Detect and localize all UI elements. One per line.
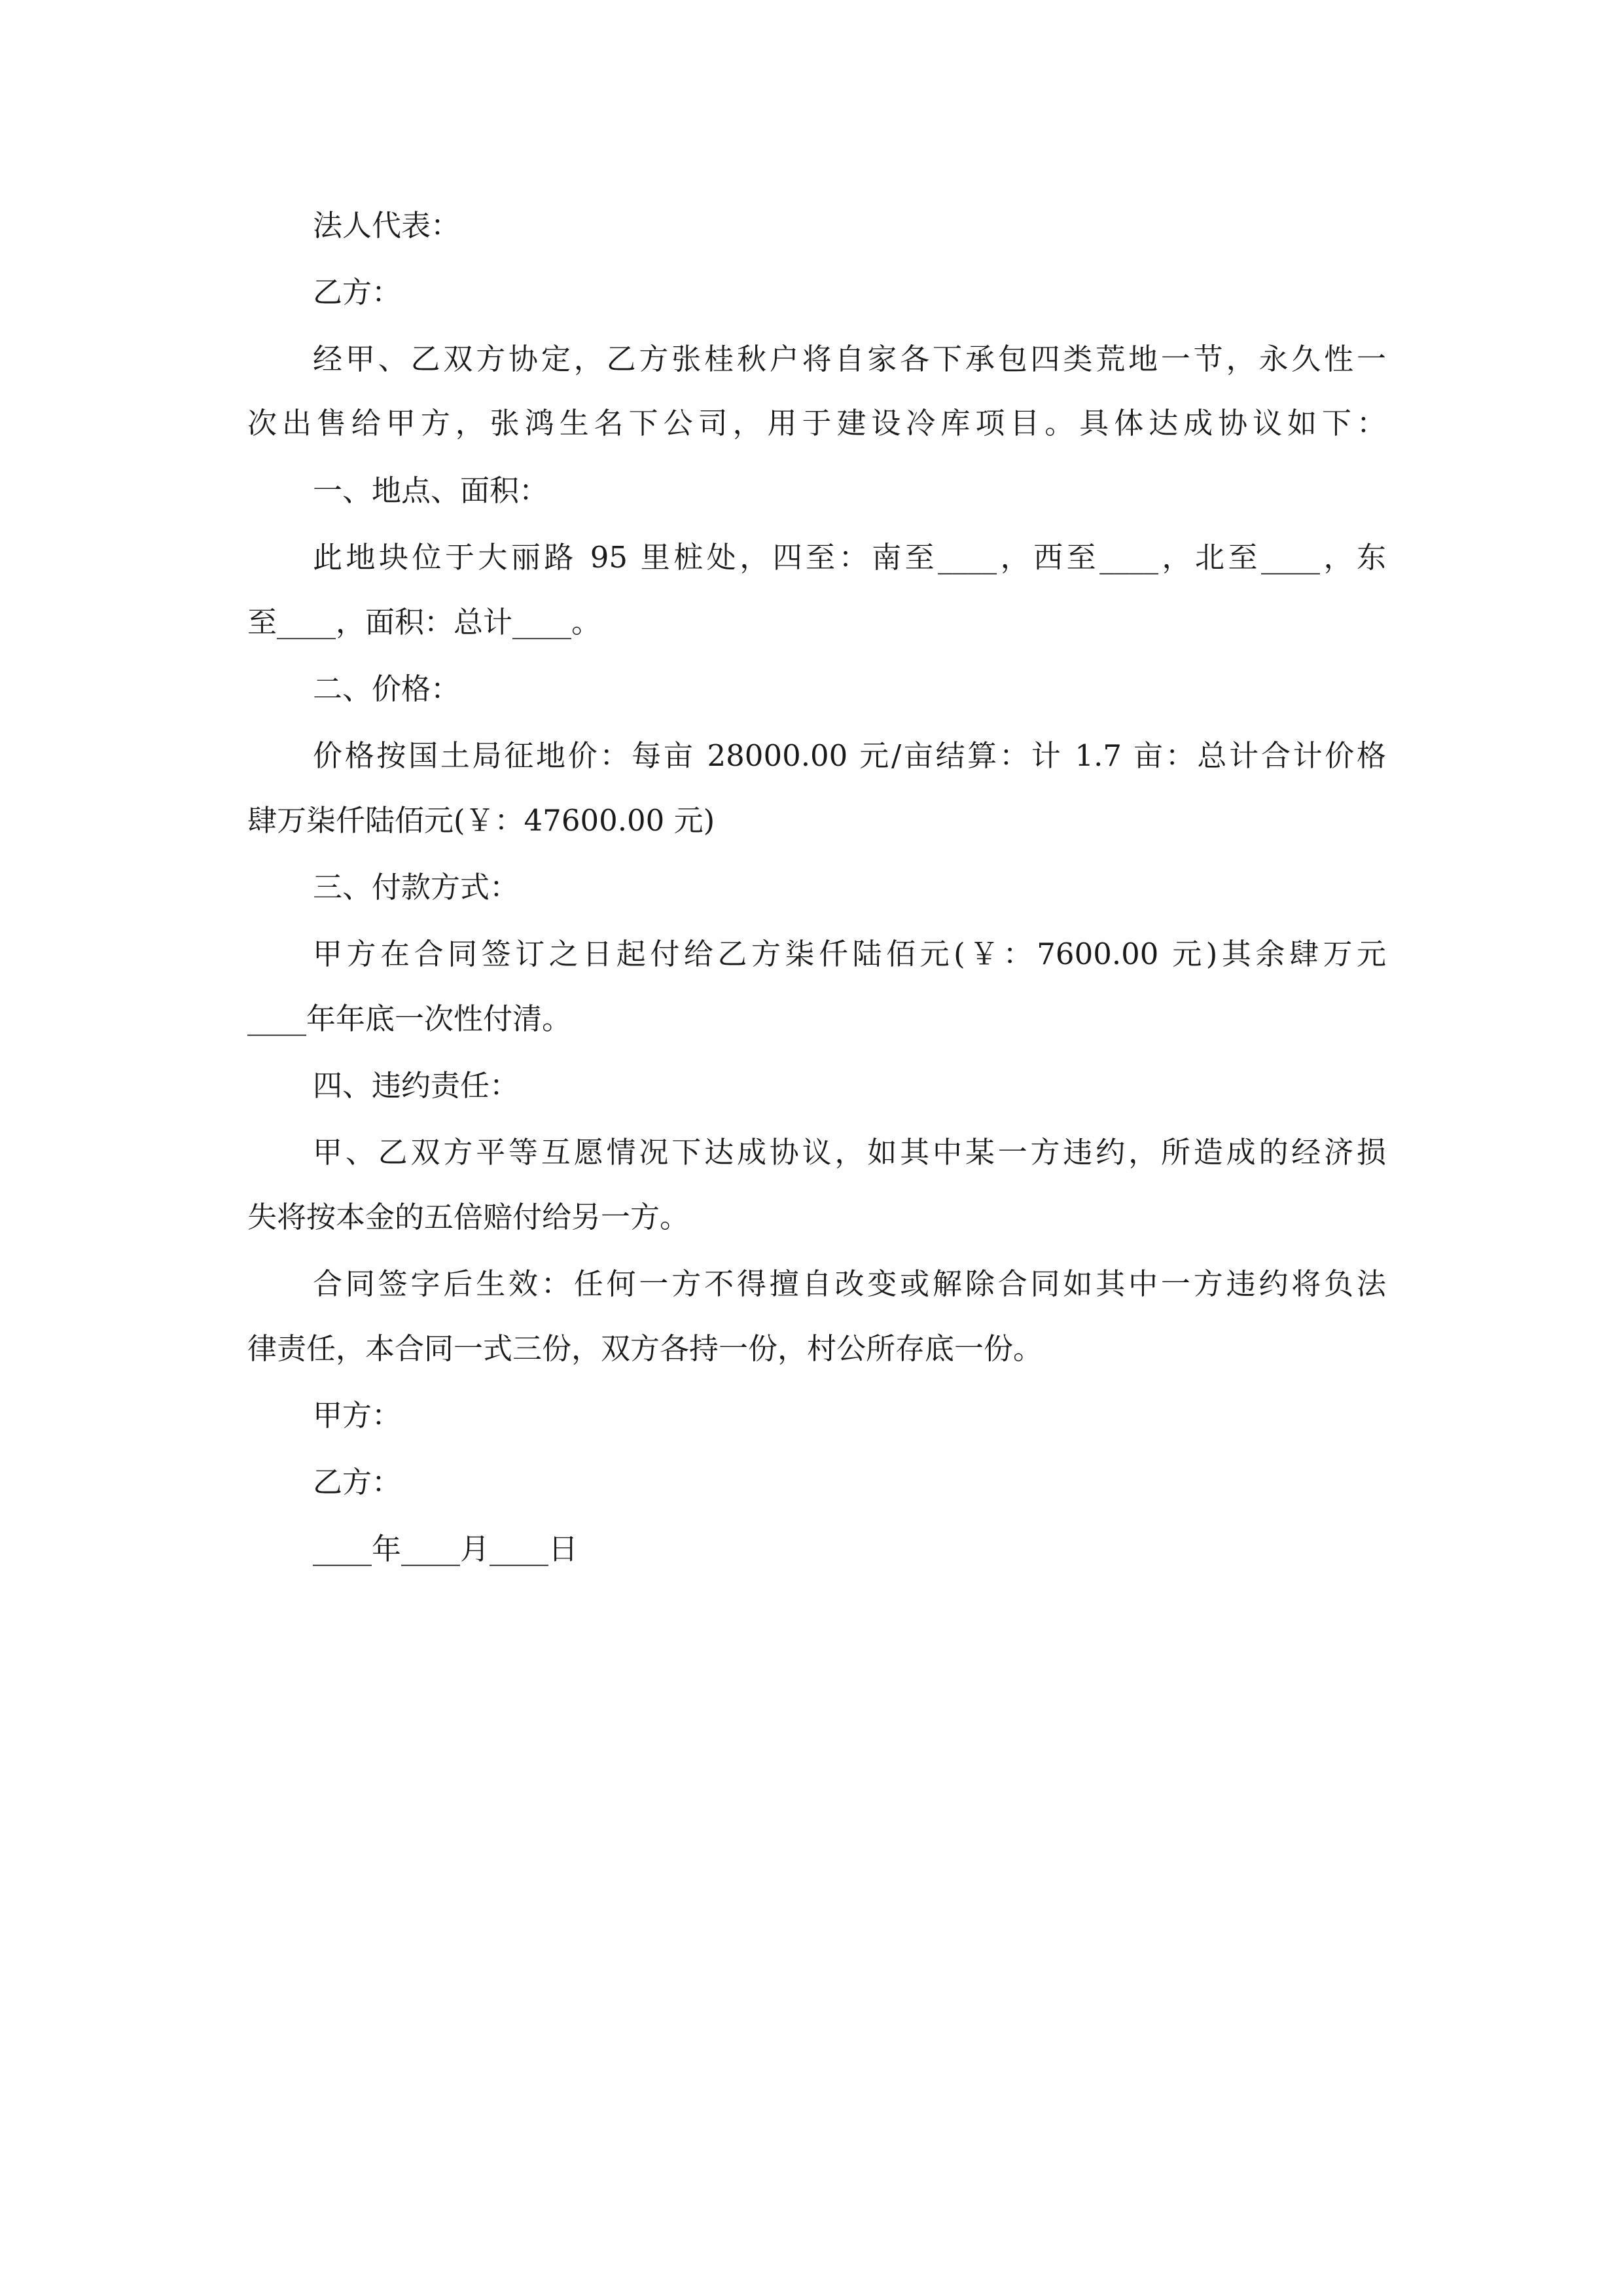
payment-paragraph-line-2: ____年年底一次性付清。 xyxy=(247,1001,572,1036)
location-paragraph-line-2: 至____，面积：总计____。 xyxy=(247,605,601,639)
section-heading-price: 二、价格： xyxy=(313,672,461,706)
section-heading-location-area: 一、地点、面积： xyxy=(313,473,549,508)
breach-paragraph-line-1: 甲、乙双方平等互愿情况下达成协议，如其中某一方违约，所造成的经济损 xyxy=(313,1135,1386,1170)
breach-paragraph-line-2: 失将按本金的五倍赔付给另一方。 xyxy=(247,1200,690,1234)
section-heading-payment: 三、付款方式： xyxy=(313,870,520,905)
price-paragraph-line-2: 肆万柒仟陆佰元(￥：47600.00 元) xyxy=(247,803,715,838)
party-a-signature-line: 甲方： xyxy=(313,1398,402,1433)
party-b-line: 乙方： xyxy=(313,275,402,310)
intro-paragraph-line-2: 次出售给甲方，张鸿生名下公司，用于建设冷库项目。具体达成协议如下： xyxy=(247,406,1386,440)
party-b-signature-line: 乙方： xyxy=(313,1465,402,1499)
location-paragraph-line-1: 此地块位于大丽路 95 里桩处，四至：南至____，西至____，北至____，东 xyxy=(313,540,1386,575)
intro-paragraph-line-1: 经甲、乙双方协定，乙方张桂秋户将自家各下承包四类荒地一节，永久性一 xyxy=(313,342,1386,376)
effectiveness-paragraph-line-1: 合同签字后生效：任何一方不得擅自改变或解除合同如其中一方违约将负法 xyxy=(313,1266,1386,1301)
price-paragraph-line-1: 价格按国土局征地价：每亩 28000.00 元/亩结算：计 1.7 亩：总计合计价格 xyxy=(313,738,1386,773)
payment-paragraph-line-1: 甲方在合同签订之日起付给乙方柒仟陆佰元(￥：7600.00 元)其余肆万元 xyxy=(313,937,1386,971)
legal-representative-line: 法人代表： xyxy=(313,208,461,243)
effectiveness-paragraph-line-2: 律责任，本合同一式三份，双方各持一份，村公所存底一份。 xyxy=(247,1331,1043,1366)
date-line: ____年____月____日 xyxy=(313,1532,579,1566)
section-heading-breach: 四、违约责任： xyxy=(313,1068,520,1103)
